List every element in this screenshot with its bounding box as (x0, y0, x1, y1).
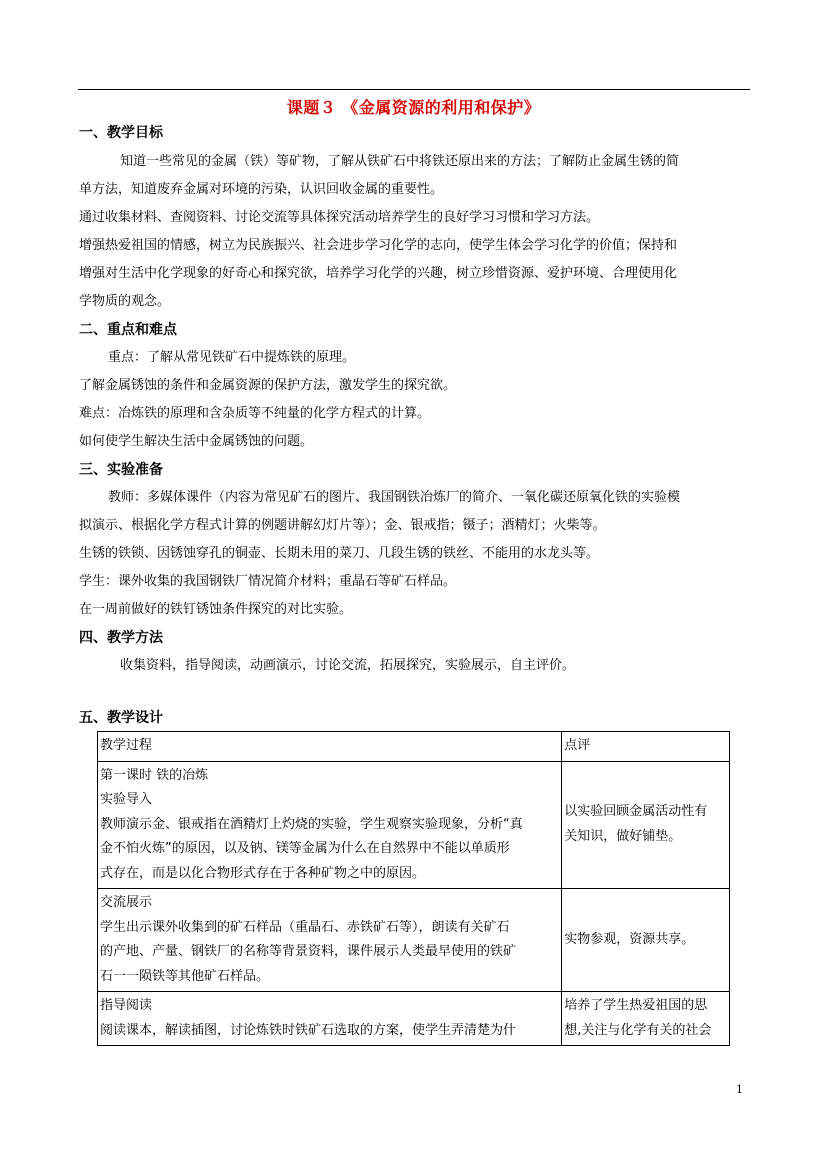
cell-line: 第一课时 铁的冶炼 (100, 767, 209, 783)
cell-line: 式存在，而是以化合物形式存在于各种矿物之中的原因。 (100, 865, 426, 881)
paragraph-line: 增强热爱祖国的情感，树立为民族振兴、社会进步学习化学的志向，使学生体会学习化学的价值；保持和 (79, 238, 678, 253)
table-row (98, 889, 730, 992)
table-header-process: 教学过程 (98, 732, 562, 762)
section-heading-objectives: 一、教学目标 (79, 125, 163, 141)
paragraph-line: 生锈的铁锁、因锈蚀穿孔的铜壶、长期未用的菜刀、几段生锈的铁丝、不能用的水龙头等。 (79, 546, 600, 561)
paragraph-line: 如何使学生解决生活中金属锈蚀的问题。 (79, 434, 314, 449)
process-cell (98, 992, 562, 1046)
cell-line: 想,关注与化学有关的社会 (564, 1022, 712, 1038)
table-row (98, 992, 730, 1046)
cell-line: 关知识，做好铺垫。 (564, 828, 682, 844)
cell-line: 实物参观，资源共享。 (564, 931, 695, 947)
table-row (98, 761, 730, 889)
cell-line: 指导阅读 (100, 998, 153, 1013)
paragraph-line: 知道一些常见的金属（铁）等矿物，了解从铁矿石中将铁还原出来的方法；了解防止金属生锈的简 (120, 154, 680, 169)
paragraph-line: 了解金属锈蚀的条件和金属资源的保护方法，激发学生的探究欲。 (79, 378, 457, 393)
section-heading-methods: 四、教学方法 (79, 630, 163, 646)
cell-line: 的产地、产量、钢铁厂的名称等背景资料，课件展示人类最早使用的铁矿 (100, 944, 517, 959)
section-heading-preparation: 三、实验准备 (79, 462, 163, 478)
process-cell (98, 761, 562, 889)
cell-line: 教师演示金、银戒指在酒精灯上灼烧的实验，学生观察实验现象，分析“真 (100, 816, 523, 832)
cell-line: 阅读课本，解读插图，讨论炼铁时铁矿石选取的方案，使学生弄清楚为什 (100, 1022, 517, 1038)
table-header-row (98, 732, 730, 762)
paragraph-line: 学生：课外收集的我国钢铁厂情况简介材料；重晶石等矿石样品。 (79, 574, 457, 589)
cell-line: 以实验回顾金属活动性有 (564, 804, 708, 820)
paragraph-line: 通过收集材料、查阅资料、讨论交流等具体探究活动培养学生的良好学习习惯和学习方法。 (79, 210, 600, 225)
cell-line: 培养了学生热爱祖国的思 (564, 998, 708, 1013)
paragraph-line: 收集资料，指导阅读，动画演示，讨论交流，拓展探究，实验展示，自主评价。 (120, 658, 576, 673)
comment-cell (562, 889, 730, 992)
cell-line: 学生出示课外收集到的矿石样品（重晶石、赤铁矿石等），朗读有关矿石 (100, 919, 510, 935)
paragraph-line: 增强对生活中化学现象的好奇心和探究欲，培养学习化学的兴趣，树立珍惜资源、爱护环境、合理使用化 (79, 266, 678, 281)
process-cell (98, 889, 562, 992)
header-rule (78, 89, 750, 90)
paragraph-line: 在一周前做好的铁钉锈蚀条件探究的对比实验。 (79, 602, 353, 617)
paragraph-line: 重点：了解从常见铁矿石中提炼铁的原理。 (108, 350, 356, 365)
paragraph-line: 学物质的观念。 (79, 294, 171, 309)
cell-line: 金不怕火炼”的原因，以及钠、镁等金属为什么在自然界中不能以单质形 (100, 841, 510, 856)
paragraph-line: 拟演示、根据化学方程式计算的例题讲解幻灯片等）；金、银戒指；镊子；酒精灯；火柴等。 (79, 518, 606, 533)
paragraph-line: 单方法，知道废弃金属对环境的污染，认识回收金属的重要性。 (79, 182, 444, 197)
paragraph-line: 教师：多媒体课件（内容为常见矿石的图片、我国钢铁冶炼厂的简介、一氧化碳还原氧化铁的实验模 (108, 490, 681, 505)
teaching-design-table (97, 731, 730, 1046)
section-heading-key-points: 二、重点和难点 (79, 322, 177, 338)
table-header-comment: 点评 (562, 732, 730, 762)
cell-line: 实验导入 (100, 792, 153, 807)
paragraph-line: 难点：冶炼铁的原理和含杂质等不纯量的化学方程式的计算。 (79, 406, 431, 421)
section-heading-design: 五、教学设计 (79, 710, 163, 726)
comment-cell (562, 992, 730, 1046)
cell-line: 交流展示 (100, 895, 153, 910)
cell-line: 石一一陨铁等其他矿石样品。 (100, 968, 270, 984)
page-number: 1 (736, 1083, 743, 1096)
page-title: 课题３ 《金属资源的利用和保护》 (286, 98, 541, 117)
comment-cell (562, 761, 730, 889)
